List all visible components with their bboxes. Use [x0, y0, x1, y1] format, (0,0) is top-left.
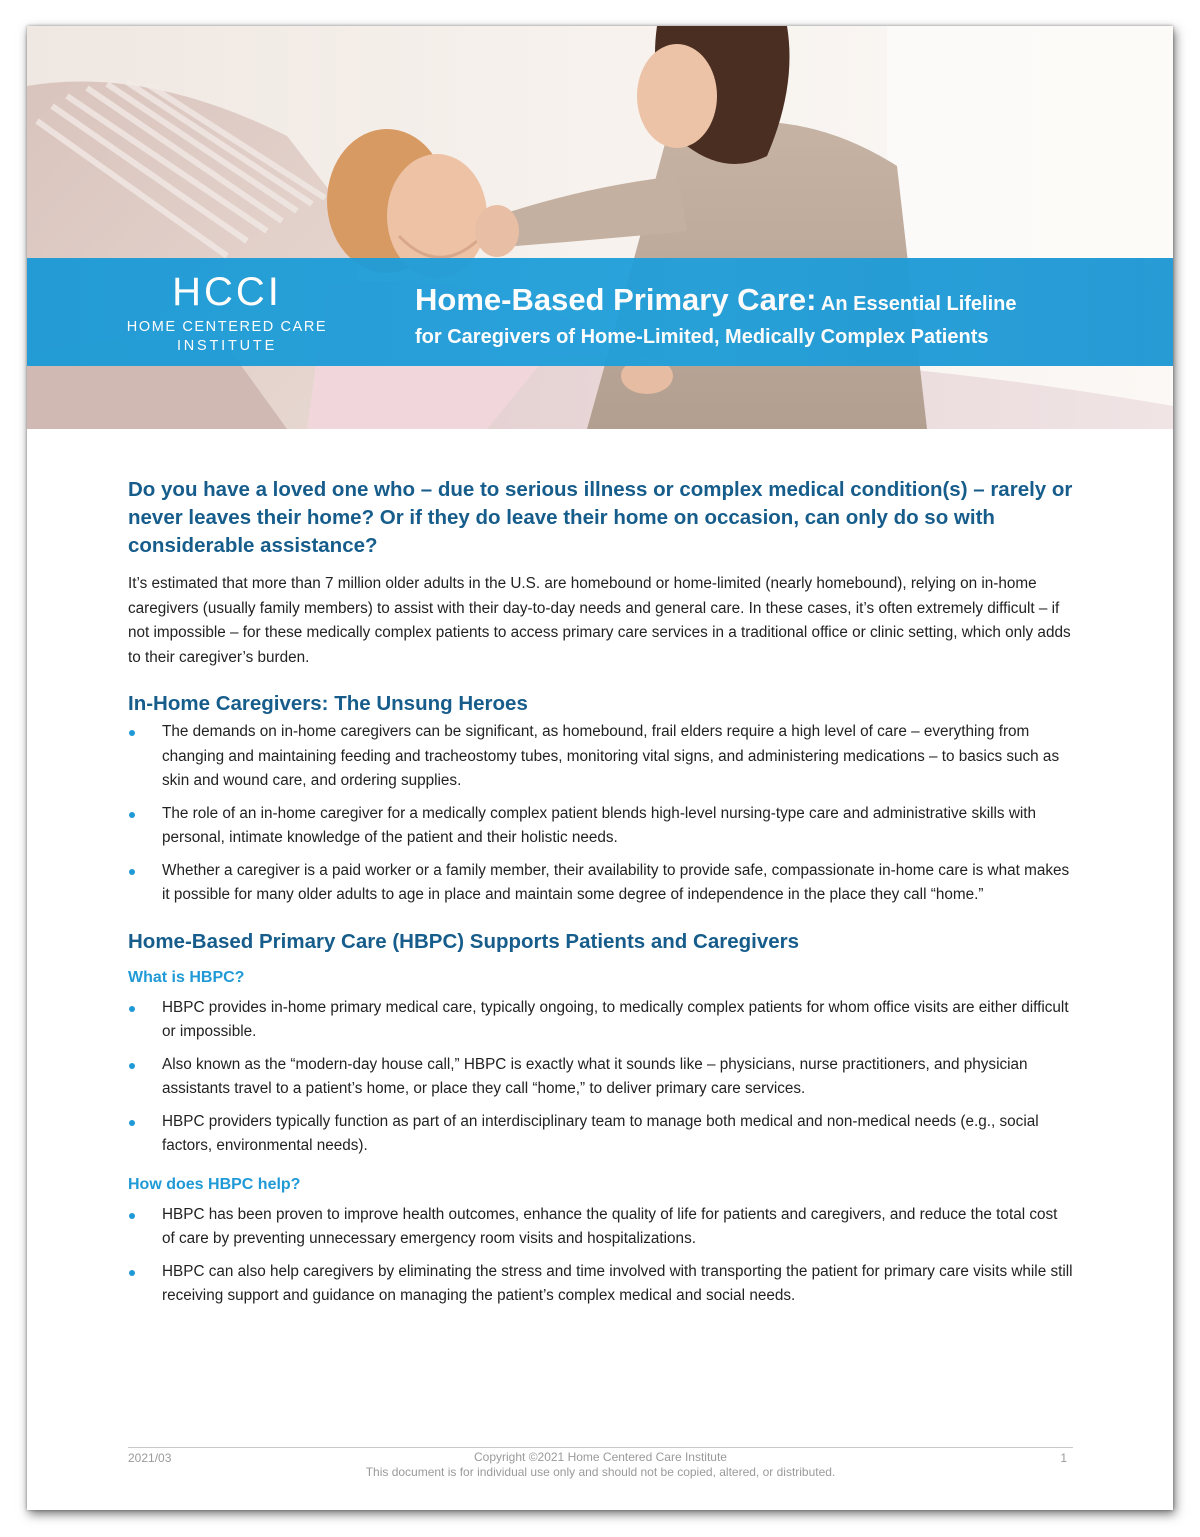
list-item: HBPC has been proven to improve health outcomes, enhance the quality of life for patients and caregivers, and reduce the total cost of care by preventing unnecessary emergency room visits and hospitalizations.	[128, 1203, 1073, 1252]
list-item: The role of an in-home caregiver for a medically complex patient blends high-level nursing-type care and administrative skills with personal, intimate knowledge of the patient and their holistic needs.	[128, 802, 1073, 851]
caregivers-heading: In-Home Caregivers: The Unsung Heroes	[128, 692, 528, 715]
bullet-icon	[129, 1120, 135, 1126]
intro-paragraph: It’s estimated that more than 7 million older adults in the U.S. are homebound or home-limited (nearly homebound), relying on in-home caregivers (usually family members) to assist with their day-to-day needs and general care. In these cases, it’s often extremely difficult – if not impossible – for these medically complex patients to access primary care services in a traditional office or clinic setting, which only adds to their caregiver’s burden.	[128, 575, 1071, 666]
how-does-hbpc-help-list	[128, 1203, 1073, 1309]
title-sub1: An Essential Lifeline	[820, 293, 1017, 315]
footer-date: 2021/03	[128, 1451, 172, 1465]
footer-copyright-block	[128, 1450, 1073, 1480]
bullet-icon	[129, 1063, 135, 1069]
bullet-icon	[129, 730, 135, 736]
footer-copyright: Copyright ©2021 Home Centered Care Institute	[474, 1450, 727, 1464]
list-item: The demands on in-home caregivers can be significant, as homebound, frail elders require a high level of care – everything from changing and maintaining feeding and tracheostomy tubes, monitoring vital signs, and administering medications – to basics such as skin and wound care, and ordering supplies.	[128, 720, 1073, 794]
list-item: Whether a caregiver is a paid worker or a family member, their availability to provide safe, compassionate in-home care is what makes it possible for many older adults to age in place and maintain some degree of independence in the place they call “home.”	[128, 859, 1073, 908]
logo-line1: HOME CENTERED CARE	[126, 319, 328, 335]
list-item: HBPC providers typically function as part of an interdisciplinary team to manage both medical and non-medical needs (e.g., social factors, environmental needs).	[128, 1110, 1073, 1159]
logo-mark: HCCI	[172, 270, 282, 314]
bullet-icon	[129, 1006, 135, 1012]
how-does-hbpc-help-heading: How does HBPC help?	[128, 1175, 301, 1193]
list-item: HBPC provides in-home primary medical care, typically ongoing, to medically complex patients for whom office visits are either difficult or impossible.	[128, 996, 1073, 1045]
bullet-icon	[129, 812, 135, 818]
footer-notice: This document is for individual use only and should not be copied, altered, or distributed.	[365, 1465, 836, 1479]
hcci-logo	[117, 270, 337, 356]
title-sub2: for Caregivers of Home-Limited, Medically Complex Patients	[415, 326, 989, 348]
intro-question: Do you have a loved one who – due to serious illness or complex medical condition(s) – rarely or never leaves their home? Or if they do leave their home on occasion, can only do so with considerable assistance?	[128, 478, 1073, 557]
hbpc-heading: Home-Based Primary Care (HBPC) Supports Patients and Caregivers	[128, 929, 800, 953]
document-title	[415, 282, 1155, 350]
title-main: Home-Based Primary Care:	[415, 282, 817, 317]
caregivers-list	[128, 720, 1073, 908]
what-is-hbpc-list	[128, 996, 1073, 1159]
bullet-icon	[129, 1270, 135, 1276]
header-photo	[27, 26, 1173, 429]
page-number: 1	[1060, 1451, 1067, 1465]
document-page	[27, 26, 1173, 1510]
caregiver-patient-photo	[27, 26, 1173, 429]
list-item: Also known as the “modern-day house call,” HBPC is exactly what it sounds like – physicians, nurse practitioners, and physician assistants travel to a patient’s home, or place they call “home,” to deliver primary care services.	[128, 1053, 1073, 1102]
bullet-icon	[129, 1213, 135, 1219]
logo-line2: INSTITUTE	[176, 338, 278, 354]
footer-divider	[128, 1447, 1073, 1448]
document-body	[128, 476, 1073, 1323]
what-is-hbpc-heading: What is HBPC?	[128, 968, 245, 986]
list-item: HBPC can also help caregivers by eliminating the stress and time involved with transporting the patient for primary care visits while still receiving support and guidance on managing the patient’s complex medical and social needs.	[128, 1260, 1073, 1309]
title-banner	[27, 258, 1173, 366]
bullet-icon	[129, 869, 135, 875]
